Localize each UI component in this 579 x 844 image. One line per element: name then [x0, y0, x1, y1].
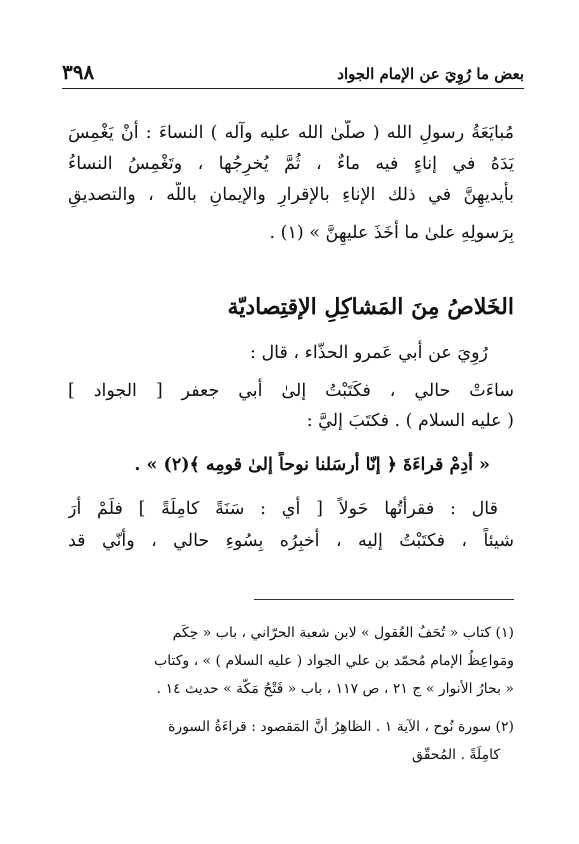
- footnote-line: ومَواعِظُ الإمام مُحمّد بن علي الجواد ( عليه السلام ) » ، وكتاب: [154, 653, 514, 669]
- footnote-line: (١) كتاب « تُحَفُ العُقول » لابن شعبة الحرّاني ، باب « حِكَم: [172, 625, 514, 641]
- paragraph-line: بأيديهِنَّ في ذلك الإناءِ بالإقرارِ والإيمانِ باللّه ، والتصديقِ: [68, 185, 514, 205]
- quran-verse-line: « أدِمْ قراءَةَ ﴿ إنّا أرسَلنا نوحاً إلىٰ قومِه ﴾(٢) » .: [134, 455, 490, 475]
- paragraph-line: ساءَتْ حالي ، فكَتَبْتُ إلىٰ أبي جعفر [ الجواد ]: [68, 381, 514, 401]
- section-heading: الخَلاصُ مِنَ المَشاكِلِ الإقتِصاديّة: [227, 294, 514, 320]
- paragraph-line: بِرَسولِهِ علىٰ ما أخَذَ عليهِنَّ » (١) .: [269, 223, 514, 243]
- paragraph-line: مُبايَعَةُ رسولِ الله ( صلّىٰ الله عليه وآله ) النساءَ : أنْ يَغْمِسَ: [68, 123, 514, 143]
- page-number: ٣٩٨: [62, 60, 95, 84]
- footnote-line: كامِلَةً . المُحقّق: [412, 747, 500, 763]
- footnote-separator: [254, 599, 514, 600]
- paragraph-line: يَدَهُ في إناءٍ فيه ماءٌ ، ثُمَّ يُخرِجُها ، وتَغْمِسُ النساءُ: [68, 154, 514, 174]
- paragraph-line: ( عليه السلام ) . فكتَبَ إليَّ :: [306, 411, 514, 431]
- page-header: [62, 58, 524, 89]
- paragraph-line: قال : فقرأتُها حَولاً [ أي : سَنَةً كامِلَةً ] فلَمْ أرَ: [68, 499, 498, 519]
- footnote-line: (٢) سورة نُوح ، الآية ١ . الظاهِرُ أنَّ المَقصود : قراءَةُ السورة: [168, 719, 514, 735]
- running-title: بعض ما رُوِيَ عن الإمام الجواد: [337, 65, 524, 83]
- paragraph-line: شيئاً ، فكتَبْتُ إليه ، أُخبِرُه بِسُوءِ حالي ، وأنّي قد: [68, 531, 514, 551]
- footnote-line: « بحارُ الأنوار » ج ٢١ ، ص ١١٧ ، باب « فَتْحُ مَكّة » حديث ١٤ .: [156, 681, 514, 697]
- narration-intro: رُوِيَ عن أبي عَمرو الحذّاء ، قال :: [249, 343, 488, 363]
